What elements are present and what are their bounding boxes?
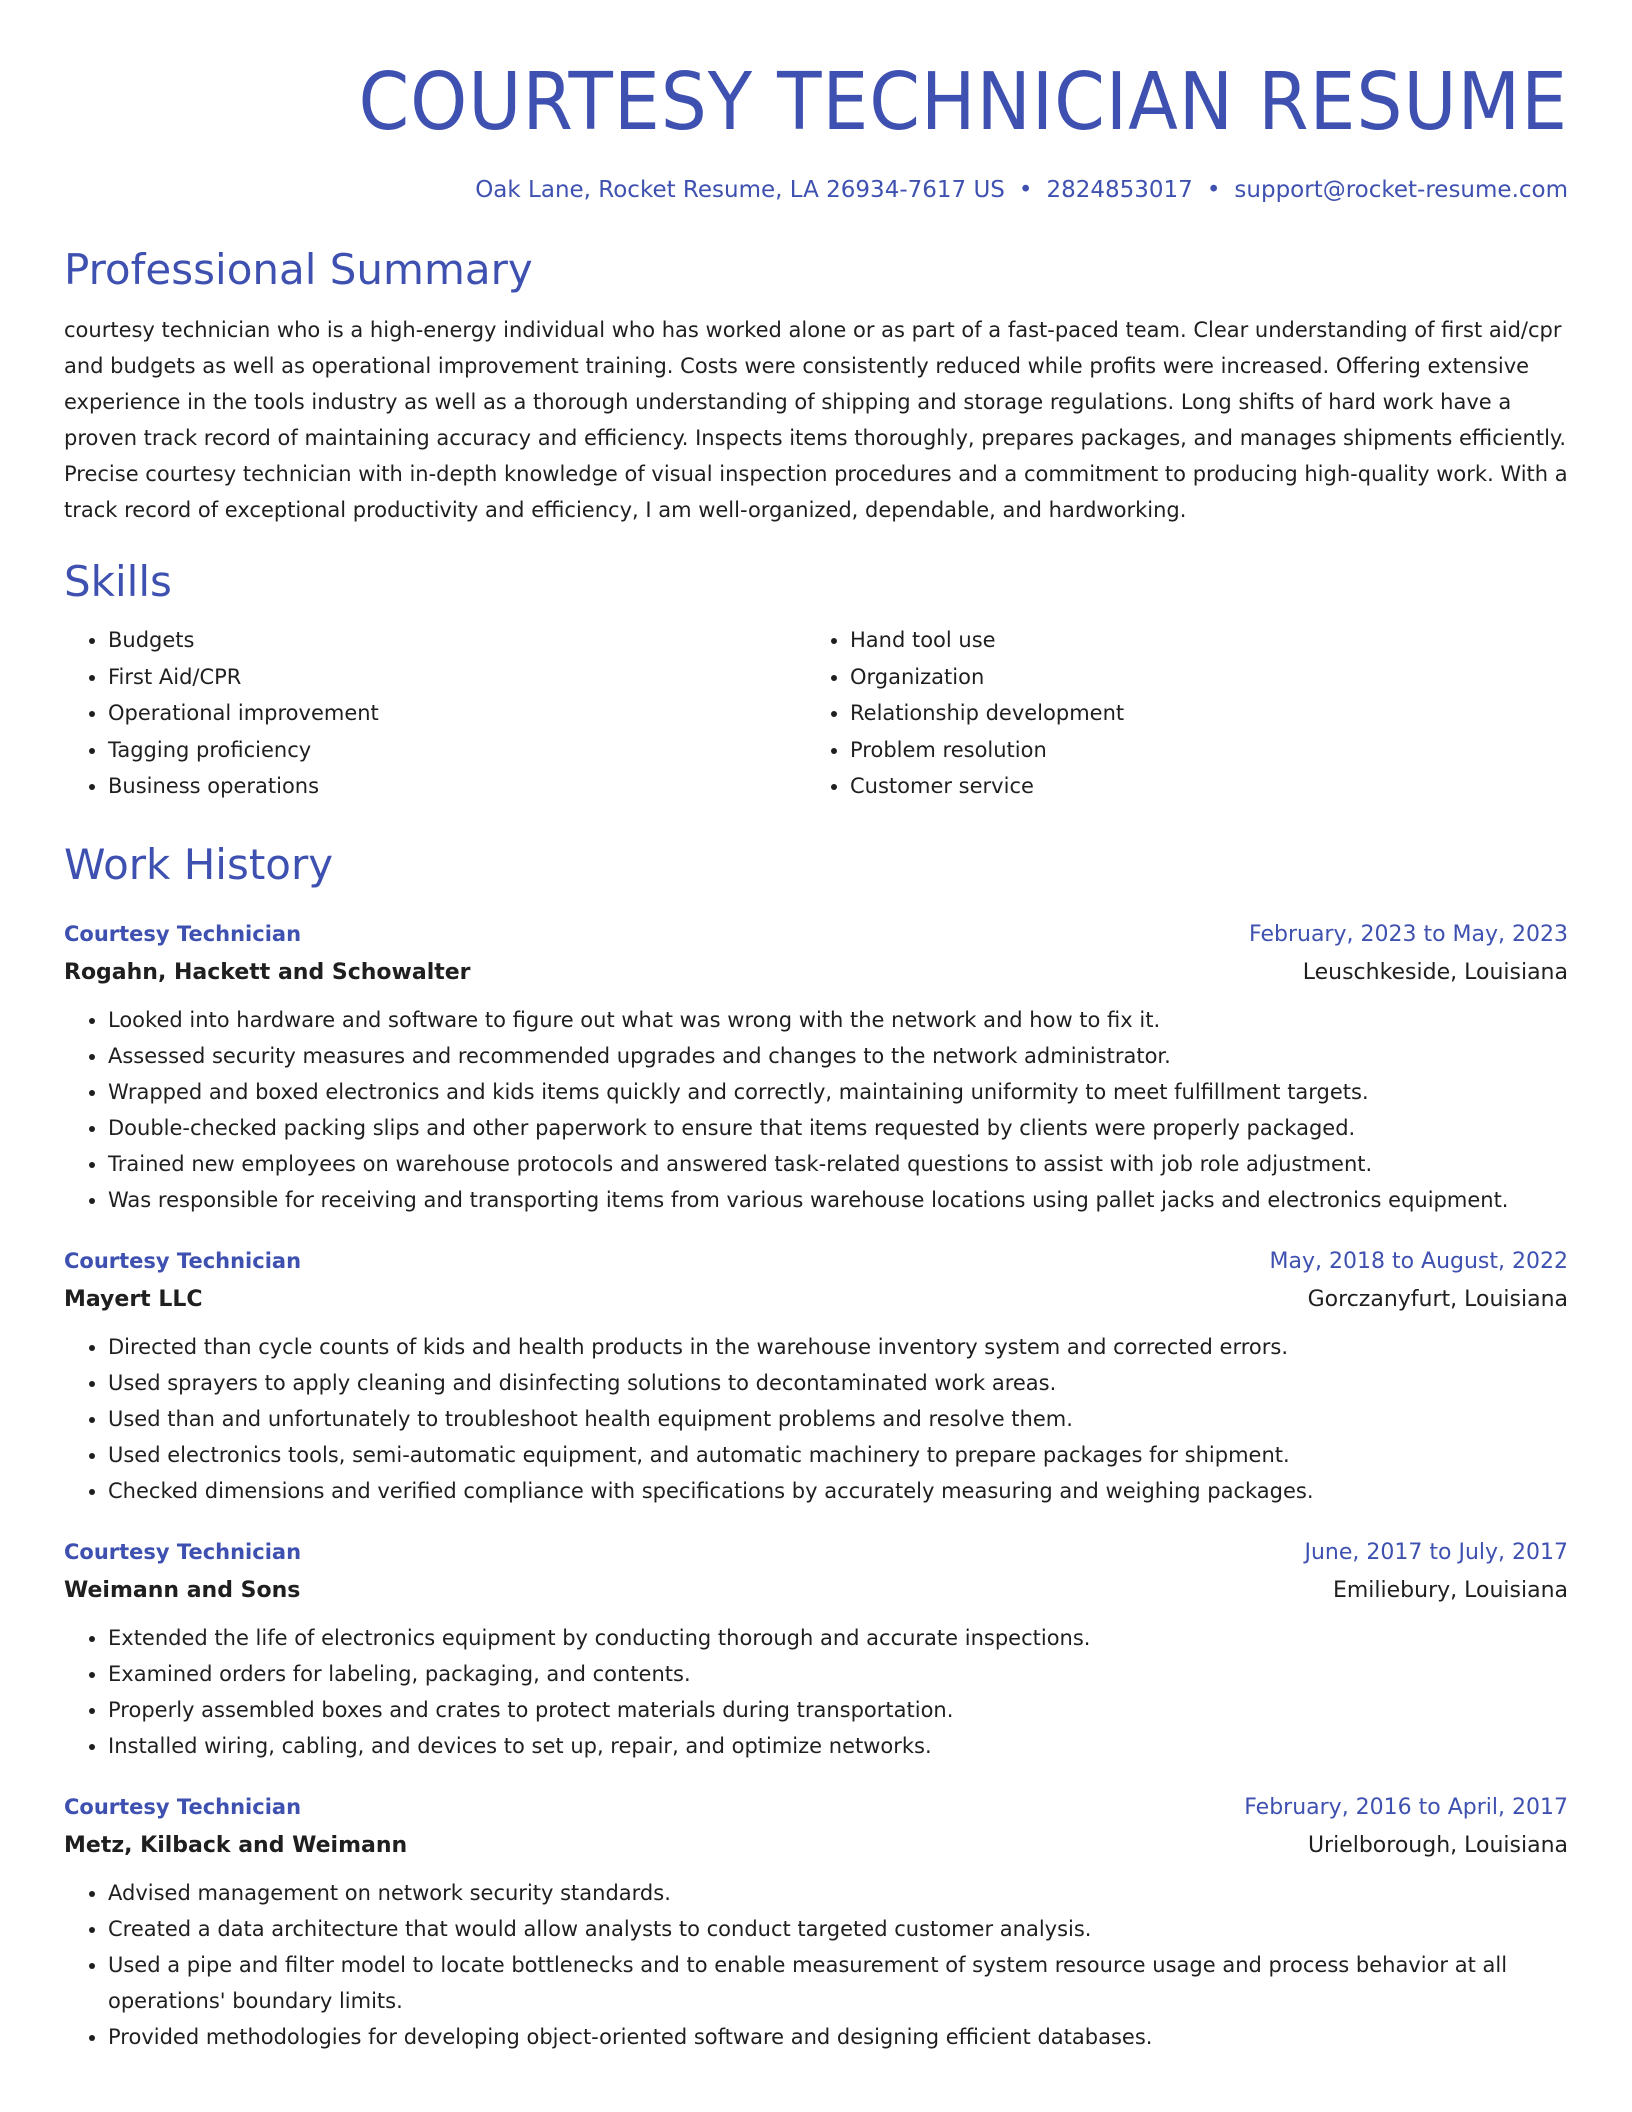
job-title: Courtesy Technician — [64, 1539, 302, 1564]
job-dates: February, 2016 to April, 2017 — [1244, 1794, 1568, 1820]
job-entry — [64, 1533, 1568, 1764]
job-bullet: • Used sprayers to apply cleaning and disinfecting solutions to decontaminated work areas. — [108, 1365, 1568, 1401]
job-dates: February, 2023 to May, 2023 — [1249, 921, 1568, 947]
page-title: COURTESY TECHNICIAN RESUME — [358, 56, 1568, 148]
skill-item: • Organization — [850, 659, 1548, 696]
job-bullet: • Used than and unfortunately to troubleshoot health equipment problems and resolve them. — [108, 1401, 1568, 1437]
skills-heading: Skills — [64, 557, 172, 606]
work-history-list — [64, 915, 1568, 2055]
job-location: Gorczanyfurt, Louisiana — [1307, 1286, 1568, 1312]
job-bullet: • Checked dimensions and verified compliance with specifications by accurately measuring and weighing packages. — [108, 1473, 1568, 1509]
job-subheader — [64, 954, 1568, 992]
job-bullet: • Installed wiring, cabling, and devices to set up, repair, and optimize networks. — [108, 1728, 1568, 1764]
job-bullet: • Assessed security measures and recommended upgrades and changes to the network administrator. — [108, 1038, 1568, 1074]
job-bullet: • Used a pipe and filter model to locate bottlenecks and to enable measurement of system resource usage and process behavior at all operations' boundary limits. — [108, 1947, 1568, 2019]
job-header — [64, 915, 1568, 954]
contact-phone: 2824853017 — [1046, 177, 1193, 203]
resume-page — [64, 0, 1568, 2055]
job-header — [64, 1533, 1568, 1572]
skill-item: • Business operations — [108, 768, 806, 805]
job-bullet: • Looked into hardware and software to figure out what was wrong with the network and how to fix it. — [108, 1002, 1568, 1038]
job-bullets — [64, 1620, 1568, 1764]
skills-column-right — [806, 622, 1548, 805]
job-location: Urielborough, Louisiana — [1307, 1832, 1568, 1858]
job-bullets — [64, 1002, 1568, 1218]
skills-column-left — [64, 622, 806, 805]
job-bullet: • Was responsible for receiving and transporting items from various warehouse locations using pallet jacks and electronics equipment. — [108, 1182, 1568, 1218]
job-location: Emiliebury, Louisiana — [1332, 1577, 1568, 1603]
skill-item: • Problem resolution — [850, 732, 1548, 769]
skill-item: • Operational improvement — [108, 695, 806, 732]
job-header — [64, 1242, 1568, 1281]
job-subheader — [64, 1281, 1568, 1319]
contact-email[interactable]: support@rocket-resume.com — [1234, 177, 1568, 203]
contact-separator: • — [1206, 177, 1221, 203]
skill-item: • Budgets — [108, 622, 806, 659]
job-company: Rogahn, Hackett and Schowalter — [64, 959, 471, 985]
job-bullets — [64, 1875, 1568, 2055]
job-dates: May, 2018 to August, 2022 — [1269, 1248, 1568, 1274]
job-company: Weimann and Sons — [64, 1577, 301, 1603]
job-title: Courtesy Technician — [64, 1794, 302, 1819]
job-subheader — [64, 1827, 1568, 1865]
job-bullet: • Wrapped and boxed electronics and kids items quickly and correctly, maintaining uniformity to meet fulfillment targets. — [108, 1074, 1568, 1110]
skill-item: • First Aid/CPR — [108, 659, 806, 696]
job-bullet: • Used electronics tools, semi-automatic equipment, and automatic machinery to prepare packages for shipment. — [108, 1437, 1568, 1473]
job-header — [64, 1788, 1568, 1827]
job-entry — [64, 1242, 1568, 1509]
job-bullet: • Directed than cycle counts of kids and health products in the warehouse inventory system and corrected errors. — [108, 1329, 1568, 1365]
skill-item: • Tagging proficiency — [108, 732, 806, 769]
job-title: Courtesy Technician — [64, 1248, 302, 1273]
job-dates: June, 2017 to July, 2017 — [1304, 1539, 1568, 1565]
job-bullet: • Trained new employees on warehouse protocols and answered task-related questions to assist with job role adjustment. — [108, 1146, 1568, 1182]
work-history-heading: Work History — [64, 839, 334, 889]
job-entry — [64, 915, 1568, 1218]
job-bullet: • Double-checked packing slips and other paperwork to ensure that items requested by clients were properly packaged. — [108, 1110, 1568, 1146]
job-bullet: • Provided methodologies for developing object-oriented software and designing efficient databases. — [108, 2019, 1568, 2055]
job-bullet: • Extended the life of electronics equipment by conducting thorough and accurate inspections. — [108, 1620, 1568, 1656]
summary-text: courtesy technician who is a high-energy individual who has worked alone or as part of a fast-paced team. Clear understanding of first aid/cpr and budgets as well as operational improvement training. Costs were consistently reduced while profits were increased. Offering extensive experience in the tools industry as well as a thorough understanding of shipping and storage regulations. Long shifts of hard work have a proven track record of maintaining accuracy and efficiency. Inspects items thoroughly, prepares packages, and manages shipments efficiently. Precise courtesy technician with in-depth knowledge of visual inspection procedures and a commitment to producing high-quality work. With a track record of exceptional productivity and efficiency, I am well-organized, dependable, and hardworking. — [64, 318, 1568, 522]
skill-item: • Hand tool use — [850, 622, 1548, 659]
contact-line — [64, 174, 1568, 206]
job-title: Courtesy Technician — [64, 921, 302, 946]
contact-address: Oak Lane, Rocket Resume, LA 26934-7617 US — [475, 177, 1005, 203]
job-bullet: • Created a data architecture that would allow analysts to conduct targeted customer analysis. — [108, 1911, 1568, 1947]
job-bullet: • Advised management on network security standards. — [108, 1875, 1568, 1911]
job-location: Leuschkeside, Louisiana — [1302, 959, 1568, 985]
job-company: Mayert LLC — [64, 1286, 203, 1312]
skill-item: • Relationship development — [850, 695, 1548, 732]
job-bullets — [64, 1329, 1568, 1509]
job-entry — [64, 1788, 1568, 2055]
skills-list — [64, 622, 1568, 805]
job-bullet: • Properly assembled boxes and crates to protect materials during transportation. — [108, 1692, 1568, 1728]
job-company: Metz, Kilback and Weimann — [64, 1832, 408, 1858]
job-bullet: • Examined orders for labeling, packaging, and contents. — [108, 1656, 1568, 1692]
job-subheader — [64, 1572, 1568, 1610]
contact-separator: • — [1018, 177, 1033, 203]
summary-heading: Professional Summary — [64, 245, 533, 294]
skill-item: • Customer service — [850, 768, 1548, 805]
